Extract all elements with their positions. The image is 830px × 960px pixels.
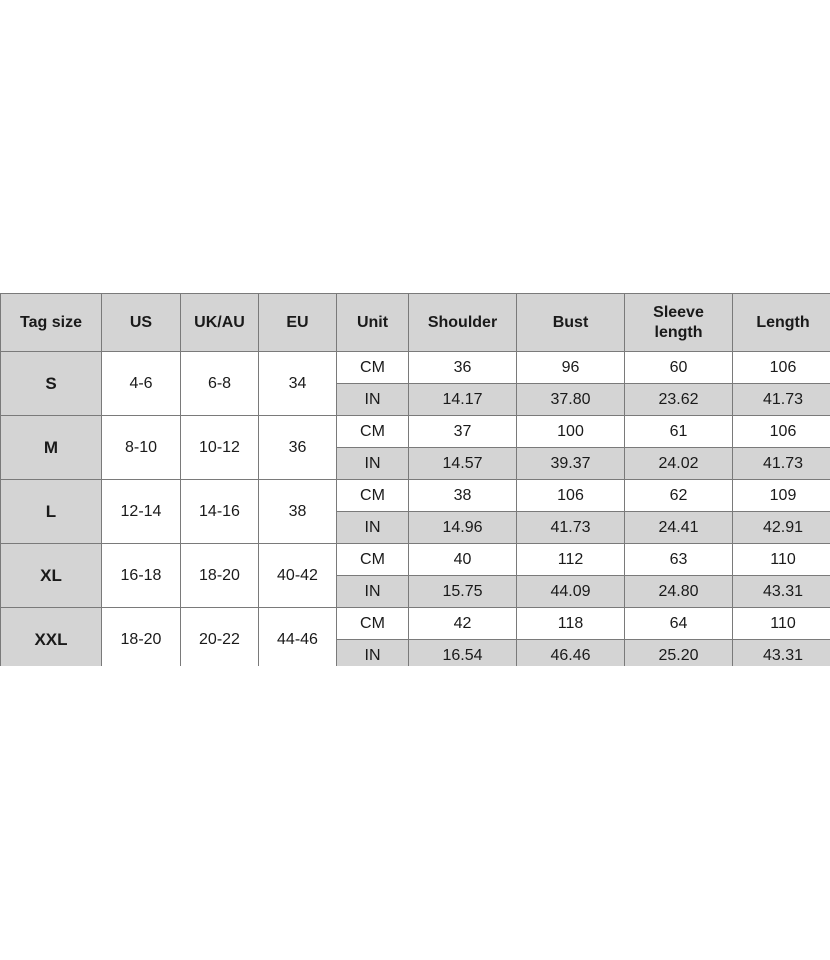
shoulder-cell: 36 <box>409 352 517 384</box>
shoulder-cell: 40 <box>409 544 517 576</box>
sleeve-length-cell: 23.62 <box>625 384 733 416</box>
us-size-cell: 12-14 <box>102 480 181 544</box>
shoulder-cell: 42 <box>409 608 517 640</box>
shoulder-cell: 16.54 <box>409 640 517 667</box>
header-eu: EU <box>259 294 337 352</box>
unit-cell: CM <box>337 544 409 576</box>
length-cell: 43.31 <box>733 576 830 608</box>
bust-cell: 100 <box>517 416 625 448</box>
bust-cell: 41.73 <box>517 512 625 544</box>
table-row <box>1 544 830 576</box>
length-cell: 41.73 <box>733 384 830 416</box>
sleeve-length-cell: 61 <box>625 416 733 448</box>
header-sleeve-length <box>625 294 733 352</box>
tag-size-cell: L <box>1 480 102 544</box>
length-cell: 41.73 <box>733 448 830 480</box>
header-us: US <box>102 294 181 352</box>
unit-cell: IN <box>337 640 409 667</box>
shoulder-cell: 14.17 <box>409 384 517 416</box>
us-size-cell: 18-20 <box>102 608 181 667</box>
header-shoulder: Shoulder <box>409 294 517 352</box>
size-chart <box>0 293 830 666</box>
table-row <box>1 352 830 384</box>
sleeve-length-cell: 24.80 <box>625 576 733 608</box>
eu-size-cell: 40-42 <box>259 544 337 608</box>
table-row <box>1 480 830 512</box>
bust-cell: 37.80 <box>517 384 625 416</box>
uk-au-size-cell: 10-12 <box>181 416 259 480</box>
uk-au-size-cell: 18-20 <box>181 544 259 608</box>
shoulder-cell: 15.75 <box>409 576 517 608</box>
sleeve-length-cell: 24.02 <box>625 448 733 480</box>
header-unit: Unit <box>337 294 409 352</box>
eu-size-cell: 38 <box>259 480 337 544</box>
sleeve-length-cell: 63 <box>625 544 733 576</box>
tag-size-cell: XL <box>1 544 102 608</box>
header-uk-au: UK/AU <box>181 294 259 352</box>
bust-cell: 46.46 <box>517 640 625 667</box>
tag-size-cell: S <box>1 352 102 416</box>
length-cell: 42.91 <box>733 512 830 544</box>
bust-cell: 112 <box>517 544 625 576</box>
unit-cell: IN <box>337 576 409 608</box>
unit-cell: IN <box>337 448 409 480</box>
eu-size-cell: 36 <box>259 416 337 480</box>
header-sleeve-line1: Sleeve <box>653 303 704 321</box>
bust-cell: 106 <box>517 480 625 512</box>
sleeve-length-cell: 25.20 <box>625 640 733 667</box>
bust-cell: 39.37 <box>517 448 625 480</box>
length-cell: 110 <box>733 544 830 576</box>
header-tag-size: Tag size <box>1 294 102 352</box>
length-cell: 109 <box>733 480 830 512</box>
unit-cell: IN <box>337 512 409 544</box>
eu-size-cell: 34 <box>259 352 337 416</box>
header-row <box>1 294 830 352</box>
unit-cell: CM <box>337 416 409 448</box>
unit-cell: CM <box>337 352 409 384</box>
us-size-cell: 4-6 <box>102 352 181 416</box>
unit-cell: CM <box>337 608 409 640</box>
length-cell: 43.31 <box>733 640 830 667</box>
size-table <box>0 293 830 666</box>
length-cell: 106 <box>733 352 830 384</box>
shoulder-cell: 37 <box>409 416 517 448</box>
sleeve-length-cell: 64 <box>625 608 733 640</box>
tag-size-cell: M <box>1 416 102 480</box>
bust-cell: 118 <box>517 608 625 640</box>
us-size-cell: 16-18 <box>102 544 181 608</box>
sleeve-length-cell: 24.41 <box>625 512 733 544</box>
uk-au-size-cell: 6-8 <box>181 352 259 416</box>
sleeve-length-cell: 60 <box>625 352 733 384</box>
shoulder-cell: 14.96 <box>409 512 517 544</box>
uk-au-size-cell: 20-22 <box>181 608 259 667</box>
table-row <box>1 416 830 448</box>
shoulder-cell: 14.57 <box>409 448 517 480</box>
bust-cell: 96 <box>517 352 625 384</box>
header-bust: Bust <box>517 294 625 352</box>
sleeve-length-cell: 62 <box>625 480 733 512</box>
unit-cell: CM <box>337 480 409 512</box>
header-length: Length <box>733 294 830 352</box>
unit-cell: IN <box>337 384 409 416</box>
length-cell: 110 <box>733 608 830 640</box>
eu-size-cell: 44-46 <box>259 608 337 667</box>
bust-cell: 44.09 <box>517 576 625 608</box>
table-row <box>1 608 830 640</box>
length-cell: 106 <box>733 416 830 448</box>
tag-size-cell: XXL <box>1 608 102 667</box>
size-body <box>1 352 830 667</box>
shoulder-cell: 38 <box>409 480 517 512</box>
us-size-cell: 8-10 <box>102 416 181 480</box>
header-sleeve-line2: length <box>654 323 703 341</box>
uk-au-size-cell: 14-16 <box>181 480 259 544</box>
